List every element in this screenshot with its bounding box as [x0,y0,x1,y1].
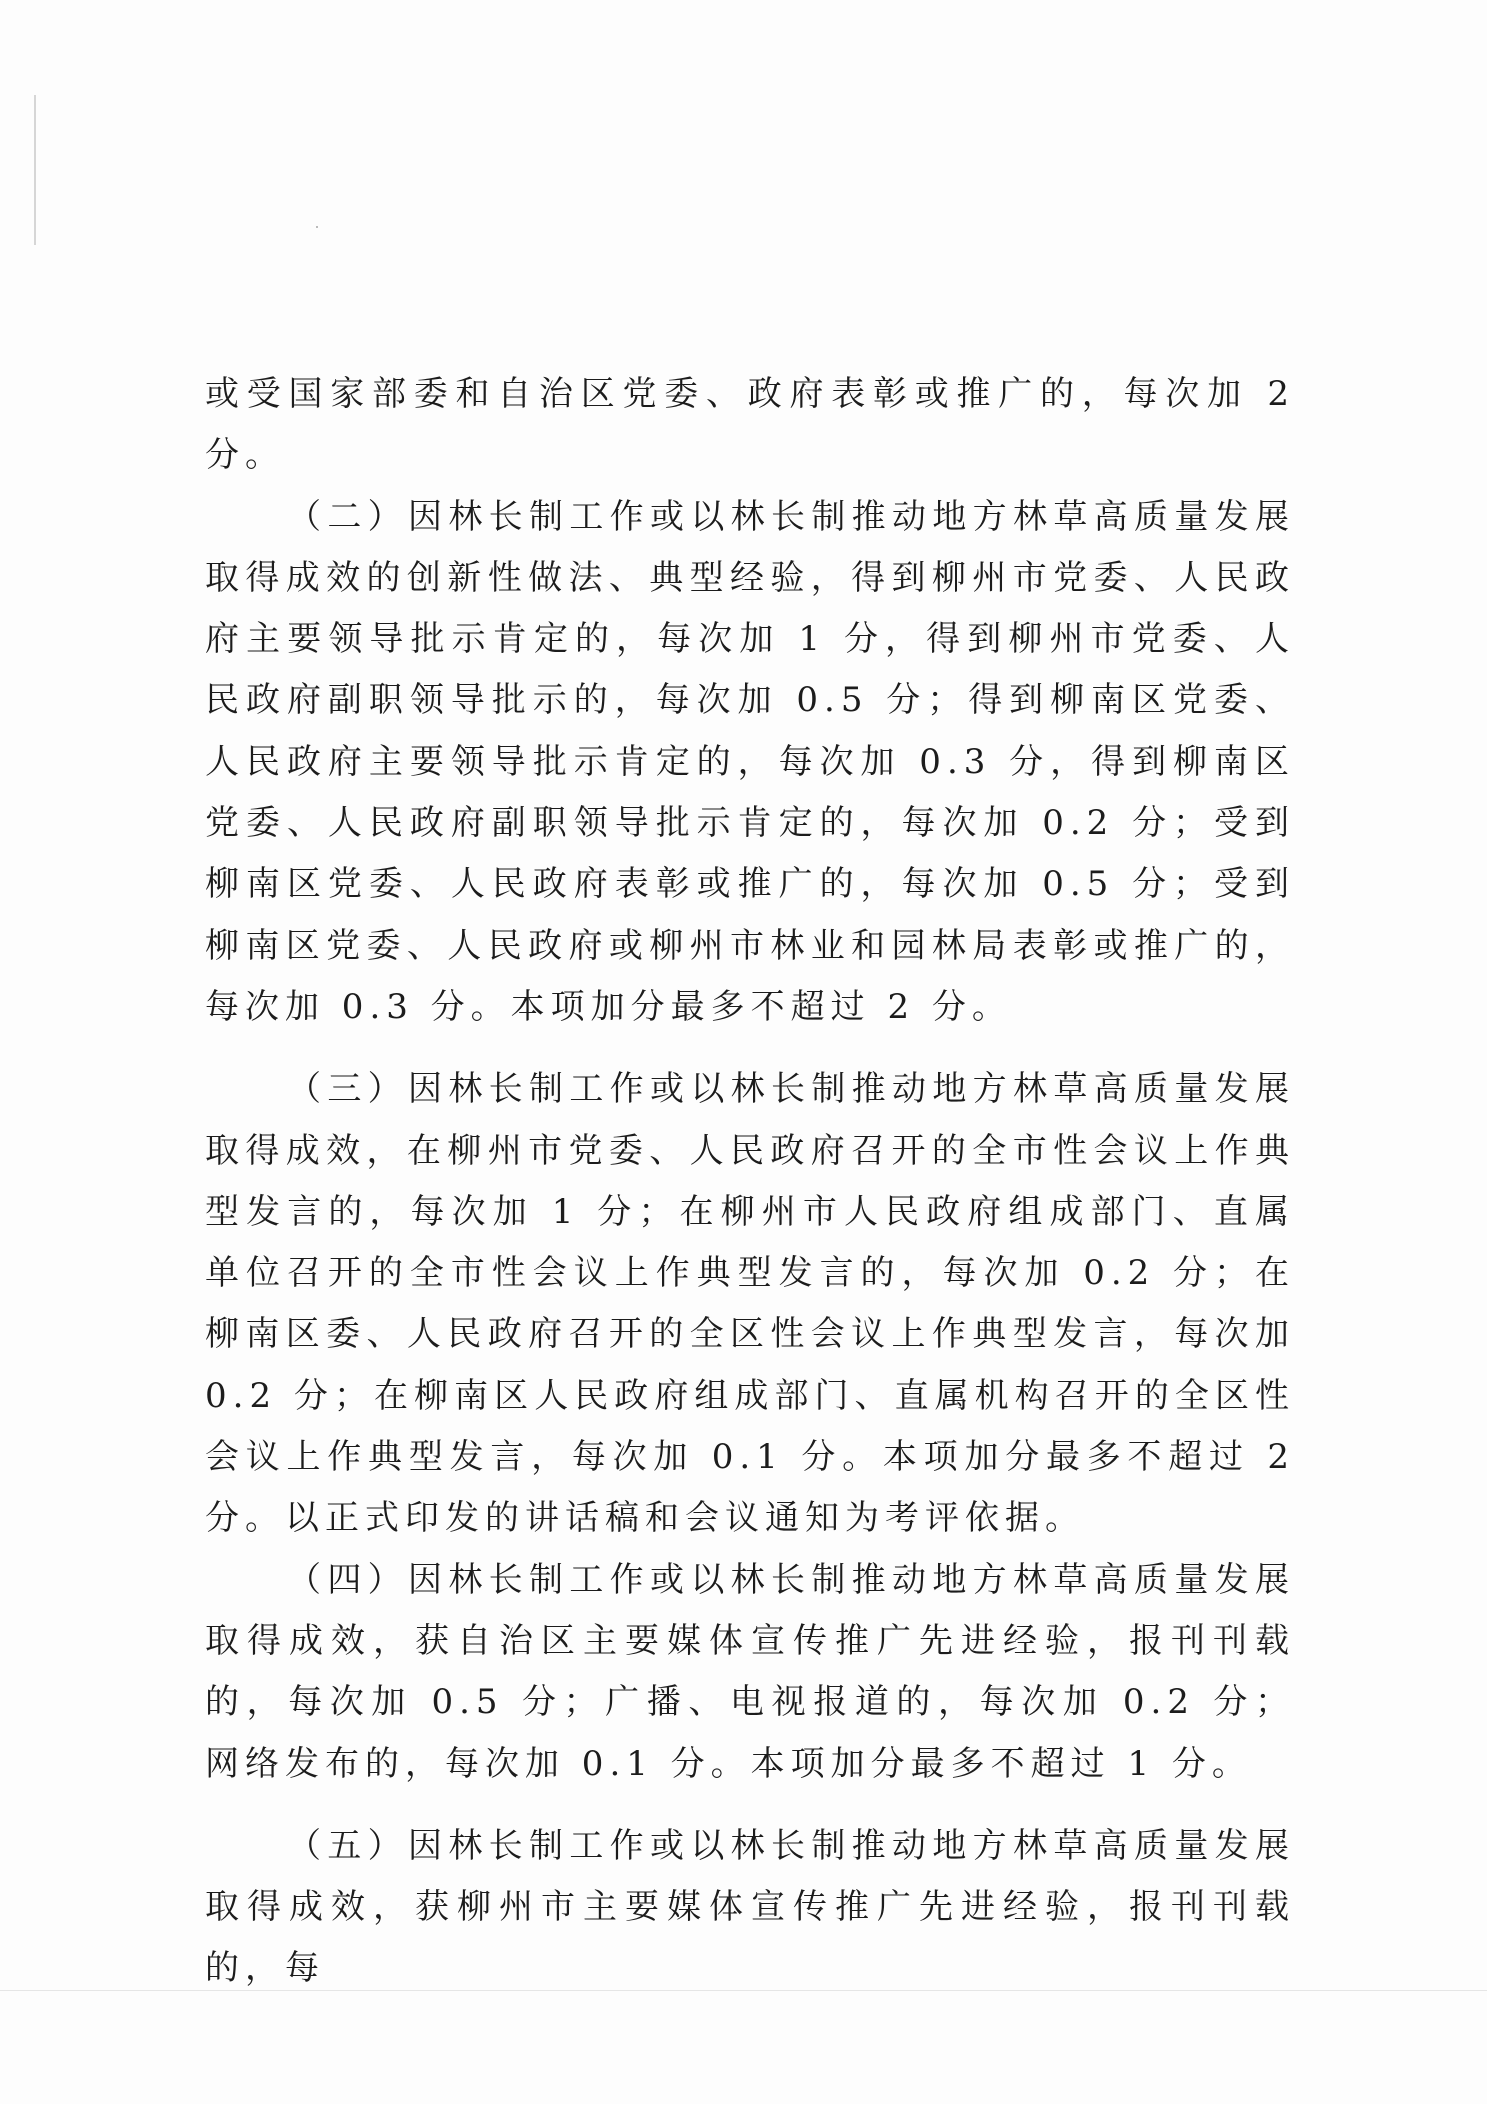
paragraph-item-4: （四）因林长制工作或以林长制推动地方林草高质量发展取得成效，获自治区主要媒体宣传推广先进经验，报刊刊载的，每次加 0.5 分；广播、电视报道的，每次加 0.2 分；网络发布的，每次加 0.1 分。本项加分最多不超过 1 分。 [205,1559,1295,1784]
scan-edge-mark [34,95,36,245]
paragraph-item-5: （五）因林长制工作或以林长制推动地方林草高质量发展取得成效，获柳州市主要媒体宣传推广先进经验，报刊刊载的，每 [205,1825,1295,1989]
paragraph-item-3: （三）因林长制工作或以林长制推动地方林草高质量发展取得成效，在柳州市党委、人民政府召开的全市性会议上作典型发言的，每次加 1 分；在柳州市人民政府组成部门、直属单位召开的全市性会议上作典型发言的，每次加 0.2 分；在柳南区委、人民政府召开的全区性会议上作典型发言，每次加 0.2 分；在柳南区人民政府组成部门、直属机构召开的全区性会议上作典型发言，每次加 0.1 分。本项加分最多不超过 2 分。以正式印发的讲话稿和会议通知为考评依据。 [205,1069,1295,1539]
paragraph-item-2: （二）因林长制工作或以林长制推动地方林草高质量发展取得成效的创新性做法、典型经验，得到柳州市党委、人民政府主要领导批示肯定的，每次加 1 分，得到柳州市党委、人民政府副职领导批示的，每次加 0.5 分；得到柳南区党委、人民政府主要领导批示肯定的，每次加 0.3 分，得到柳南区党委、人民政府副职领导批示肯定的，每次加 0.2 分；受到柳南区党委、人民政府表彰或推广的，每次加 0.5 分；受到柳南区党委、人民政府或柳州市林业和园林局表彰或推广的，每次加 0.3 分。本项加分最多不超过 2 分。 [205,496,1295,1027]
body-text [205,364,1295,2000]
scan-speck [316,226,318,228]
paragraph-continuation: 或受国家部委和自治区党委、政府表彰或推广的，每次加 2 分。 [205,374,1295,476]
